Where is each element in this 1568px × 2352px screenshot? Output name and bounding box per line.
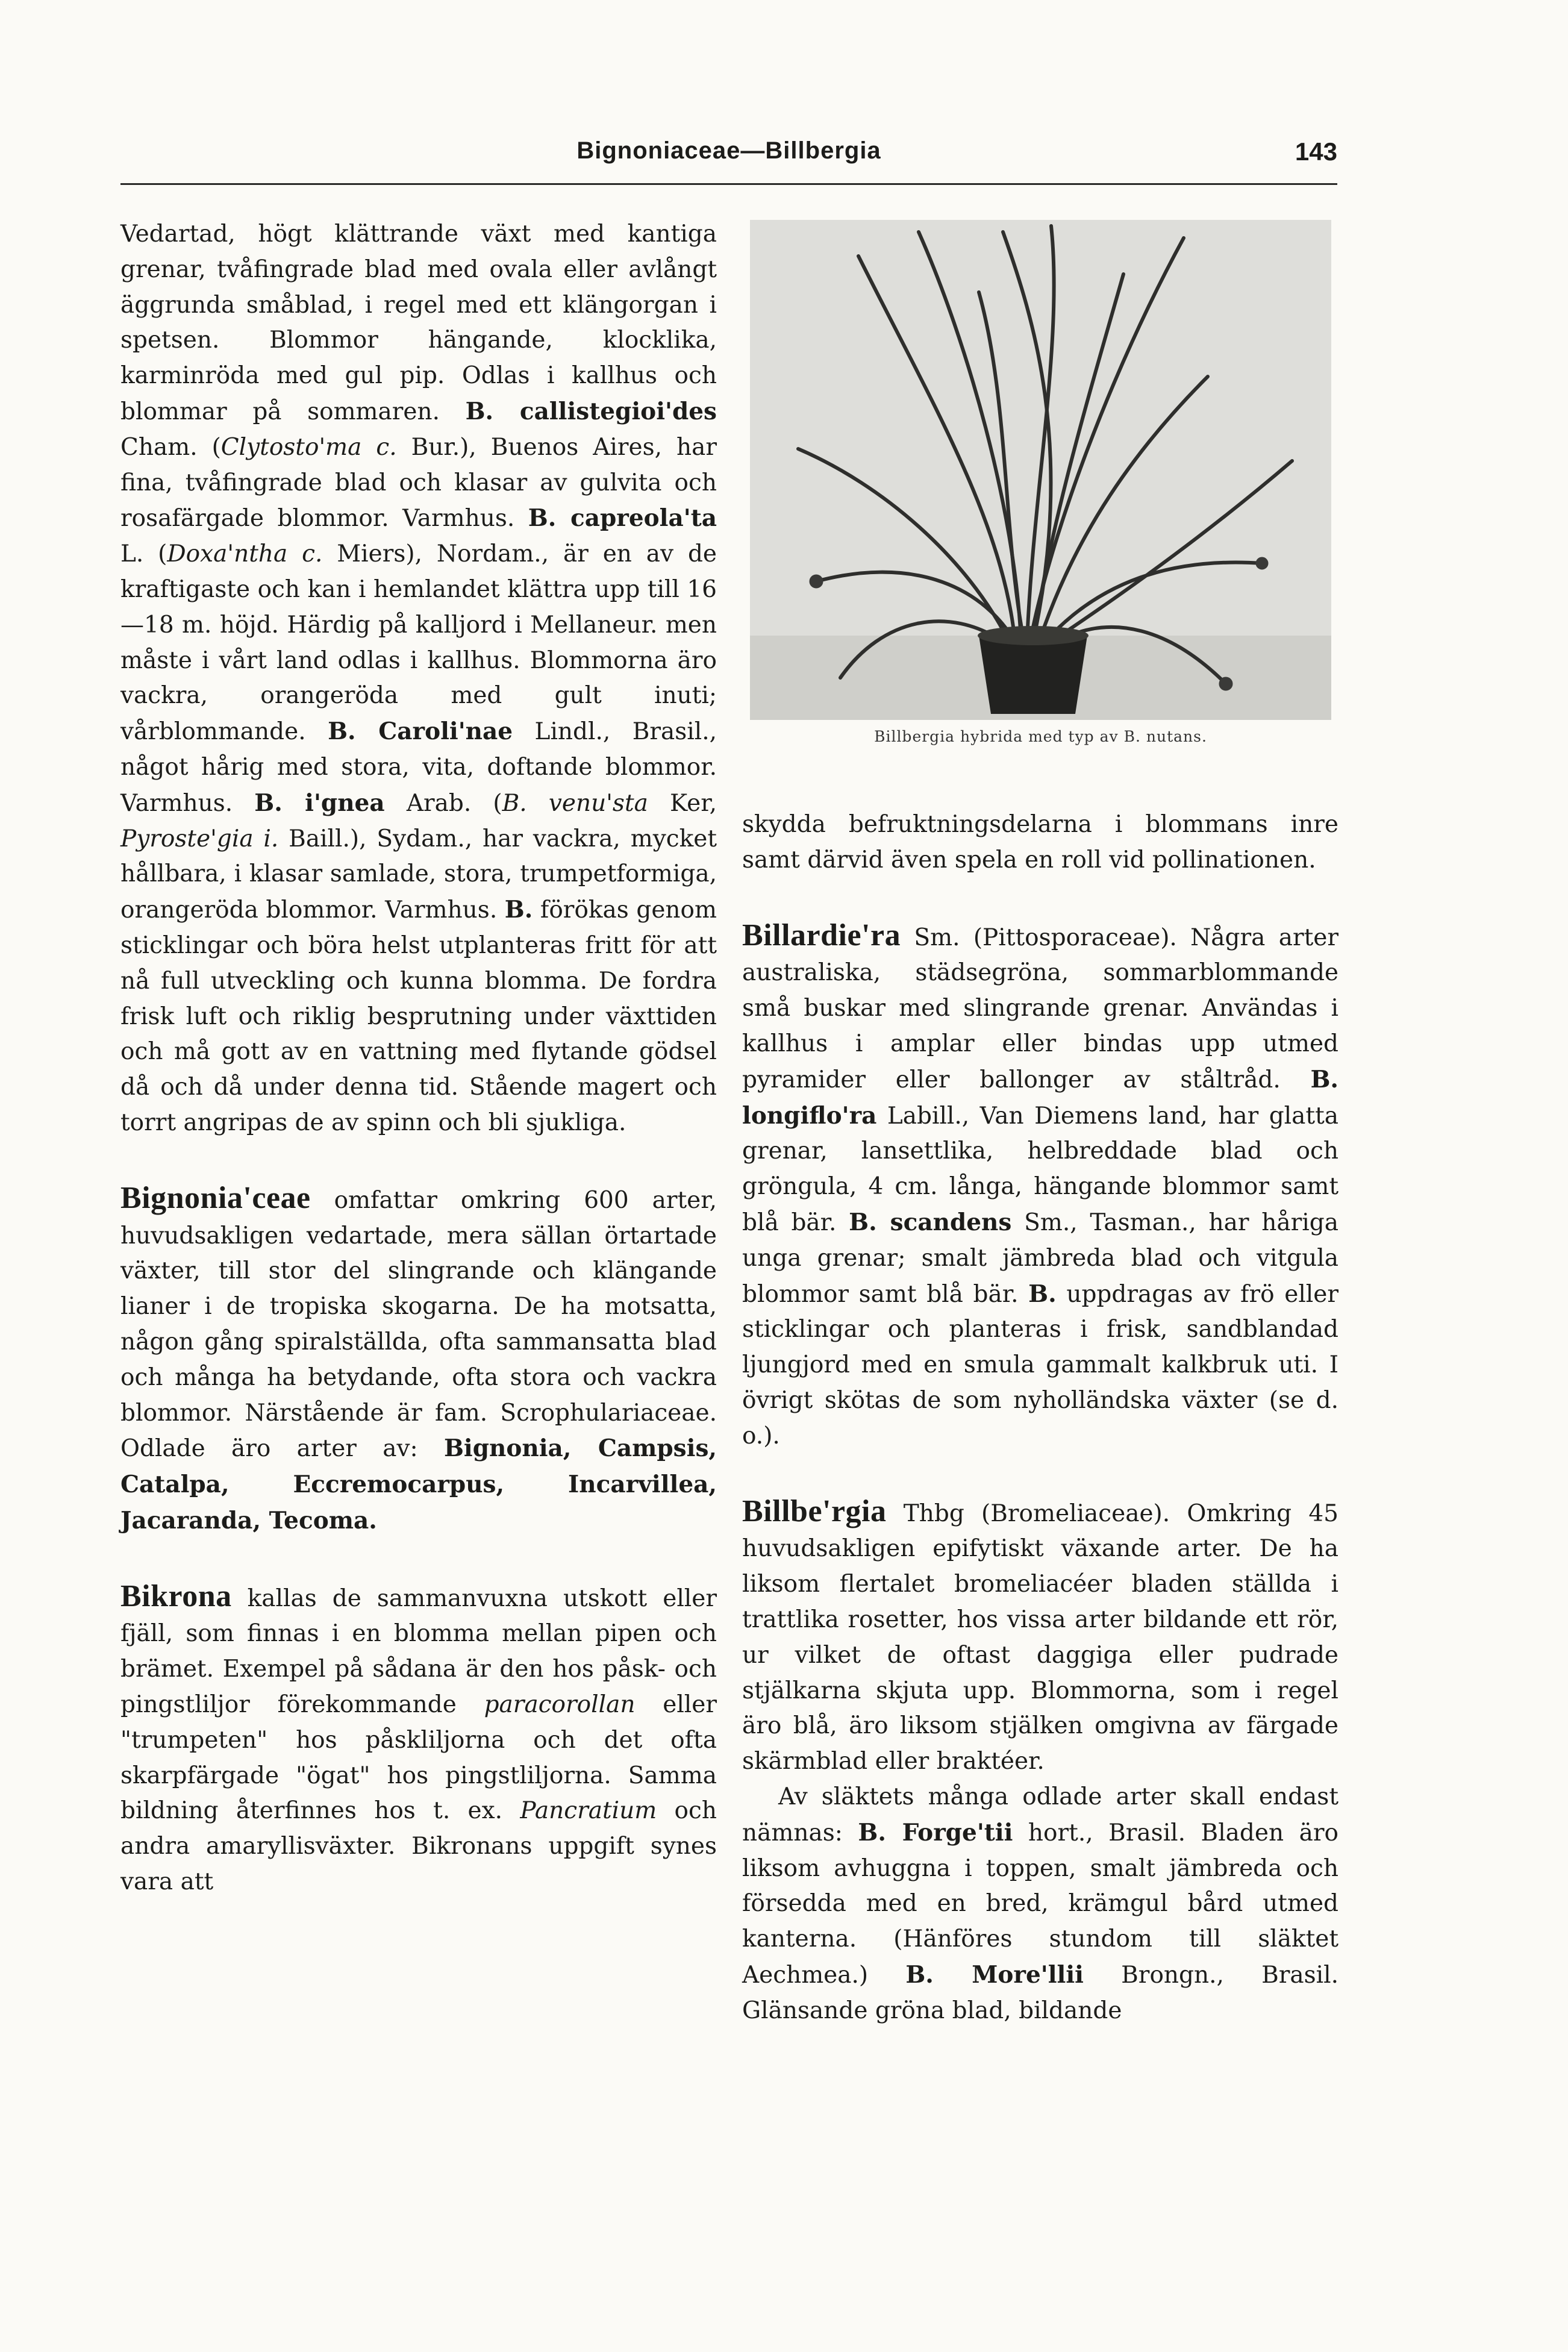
left-column <box>120 217 717 1900</box>
entry-headword: Bignonia'ceae <box>120 1180 311 1215</box>
entry-billbergia: Billbe'rgia Thbg (Bromeliaceae). Omkring 45 huvudsakligen epifytiskt växande arter. De ha liksom flertalet bromeliacéer bladen ställda i trattlika rosetter, hos vissa arter bildande ett rör, ur vilket de oftast daggiga eller pudrade stjälkarna skjuta upp. Blommorna, som i regel äro blå, äro liksom stjälken omgivna av färgade skärmblad eller braktéer. <box>742 1493 1338 1775</box>
running-head <box>120 137 1337 186</box>
header-rule <box>120 183 1337 185</box>
right-column <box>742 807 1338 2029</box>
entry-headword: Billbe'rgia <box>742 1493 887 1528</box>
figure-caption: Billbergia hybrida med typ av B. nutans. <box>874 728 1207 745</box>
billbergia-species: Av släktets många odlade arter skall endast nämnas: B. Forge'tii hort., Brasil. Bladen äro liksom avhuggna i toppen, smalt jämbreda och försedda med en bred, krämgul bård utmed kanterna. (Hänföres stundom till släktet Aechmea.) B. More'llii Brongn., Brasil. Glänsande gröna blad, bildande <box>742 1783 1339 2024</box>
entry-billardiera: Billardie'ra Sm. (Pittosporaceae). Några arter australiska, städsegröna, sommarblommande små buskar med slingrande grenar. Användas i kallhus i amplar eller bindas upp utmed pyramider eller ballonger av ståltråd. B. longiflo'ra Labill., Van Diemens land, har glatta grenar, lansettlika, helbreddade blad och gröngula, 4 cm. långa, hängande blommor samt blå bär. B. scandens Sm., Tasman., har håriga unga grenar; smalt jämbreda blad och vitgula blommor samt blå bär. B. uppdragas av frö eller sticklingar och planteras i frisk, sandblandad ljungjord med en smula gammalt kalkbruk uti. I övrigt skötas de som nyholländska växter (se d. o.). <box>742 918 1338 1450</box>
entry-bignoniaceae: Bignonia'ceae omfattar omkring 600 arter, huvudsakligen vedartade, mera sällan örtartade växter, till stor del slingrande och klängande lianer i de tropiska skogarna. De ha motsatta, någon gång spiralställda, ofta sammansatta blad och många ha betydande, ofta stora och vackra blommor. Närstående är fam. Scrophulariaceae. Odlade äro arter av: Bignonia, Campsis, Catalpa, Eccremocarpus, Incarvillea, Jacaranda, Tecoma. <box>120 1180 717 1534</box>
bikrona-continuation: skydda befruktningsdelarna i blommans inre samt därvid även spela en roll vid pollinationen. <box>742 811 1338 874</box>
running-title: Bignoniaceae—Billbergia <box>576 137 881 164</box>
entry-headword: Bikrona <box>120 1578 232 1613</box>
plant-photograph <box>750 220 1331 720</box>
bignonia-continuation: Vedartad, högt klättrande växt med kantiga grenar, tvåfingrade blad med ovala eller avlångt äggrunda småblad, i regel med ett klängorgan i spetsen. Blommor hängande, klocklika, karminröda med gul pip. Odlas i kallhus och blommar på sommaren. B. callistegioi'des Cham. (Clytosto'ma c. Bur.), Buenos Aires, har fina, tvåfingrade blad och klasar av gulvita och rosafärgade blommor. Varmhus. B. capreola'ta L. (Doxa'ntha c. Miers), Nordam., är en av de kraftigaste och kan i hemlandet klättra upp till 16—18 m. höjd. Härdig på kalljord i Mellaneur. men måste i vårt land odlas i kallhus. Blommorna äro vackra, orangeröda med gult inuti; vårblommande. B. Caroli'nae Lindl., Brasil., något hårig med stora, vita, doftande blommor. Varmhus. B. i'gnea Arab. (B. venu'sta Ker, Pyroste'gia i. Baill.), Sydam., har vackra, mycket hållbara, i klasar samlade, stora, trumpetformiga, orangeröda blommor. Varmhus. B. förökas genom sticklingar och böra helst utplanteras fritt för att nå full utveckling och kunna blomma. De fordra frisk luft och riklig besprutning under växttiden och må gott av en vattning med flytande gödsel då och då under denna tid. Stående magert och torrt angripas de av spinn och bli sjukliga. <box>120 220 717 1136</box>
entry-bikrona: Bikrona kallas de sammanvuxna utskott eller fjäll, som finnas i en blomma mellan pipen och brämet. Exempel på sådana är den hos påsk- och pingstliljor förekommande paracorollan eller "trumpeten" hos påskliljorna och det ofta skarpfärgade "ögat" hos pingstliljorna. Samma bildning återfinnes hos t. ex. Pancratium och andra amaryllisväxter. Bikronans uppgift synes vara att <box>120 1578 717 1896</box>
entry-headword: Billardie'ra <box>742 918 901 952</box>
page-number: 143 <box>1295 137 1337 166</box>
